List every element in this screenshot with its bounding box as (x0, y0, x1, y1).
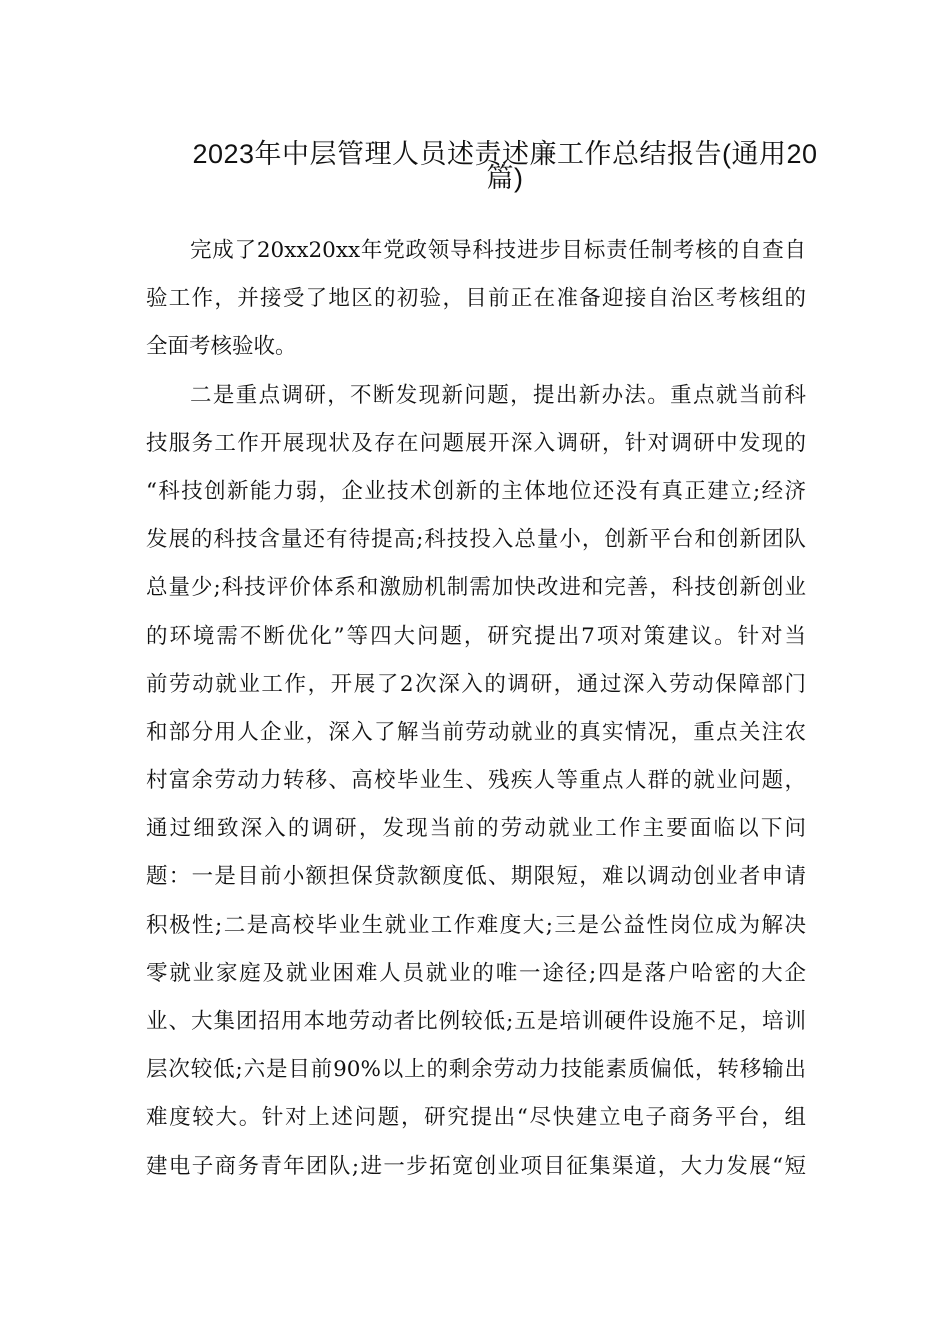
paragraph-line: 前劳动就业工作，开展了2次深入的调研，通过深入劳动保障部门 (146, 671, 806, 697)
paragraph-line (146, 1191, 806, 1239)
document-body (146, 227, 806, 1287)
paragraph-line: 通过细致深入的调研，发现当前的劳动就业工作主要面临以下问 (146, 816, 806, 842)
paragraph-line: 难度较大。针对上述问题，研究提出“尽快建立电子商务平台，组 (146, 1105, 806, 1131)
paragraph-line: 发展的科技含量还有待提高;科技投入总量小，创新平台和创新团队 (146, 527, 806, 553)
paragraph-line: “科技创新能力弱，企业技术创新的主体地位还没有真正建立;经济 (146, 478, 806, 504)
paragraph-line: 总量少;科技评价体系和激励机制需加快改进和完善，科技创新创业 (146, 575, 806, 601)
paragraph-line: 层次较低;六是目前90%以上的剩余劳动力技能素质偏低，转移输出 (146, 1057, 806, 1083)
paragraph-line: 的环境需不断优化”等四大问题，研究提出7项对策建议。针对当 (146, 623, 806, 649)
paragraph-line: 全面考核验收。 (146, 334, 297, 360)
document-title-line-2: 篇) (486, 163, 524, 193)
paragraph-line: 和部分用人企业，深入了解当前劳动就业的真实情况，重点关注农 (146, 719, 806, 745)
paragraph-line: 技服务工作开展现状及存在问题展开深入调研，针对调研中发现的 (146, 430, 806, 456)
paragraph-line (146, 1239, 806, 1287)
paragraph-line: 积极性;二是高校毕业生就业工作难度大;三是公益性岗位成为解决 (146, 912, 806, 938)
paragraph-line: 业、大集团招用本地劳动者比例较低;五是培训硬件设施不足，培训 (146, 1009, 806, 1034)
paragraph-line: 完成了20xx20xx年党政领导科技进步目标责任制考核的自查自 (190, 238, 806, 263)
paragraph-line: 村富余劳动力转移、高校毕业生、残疾人等重点人群的就业问题， (146, 768, 806, 794)
paragraph-2 (146, 372, 806, 1288)
paragraph-line: 建电子商务青年团队;进一步拓宽创业项目征集渠道，大力发展“短 (146, 1153, 806, 1179)
paragraph-line: 二是重点调研，不断发现新问题，提出新办法。重点就当前科 (190, 382, 806, 408)
document-title-line-1: 2023年中层管理人员述责述廉工作总结报告(通用20 (192, 139, 818, 169)
paragraph-line: 验工作，并接受了地区的初验，目前正在准备迎接自治区考核组的 (146, 286, 806, 312)
paragraph-line: 零就业家庭及就业困难人员就业的唯一途径;四是落户哈密的大企 (146, 960, 806, 986)
paragraph-line: 题：一是目前小额担保贷款额度低、期限短，难以调动创业者申请 (146, 864, 806, 890)
paragraph-1 (146, 227, 806, 372)
